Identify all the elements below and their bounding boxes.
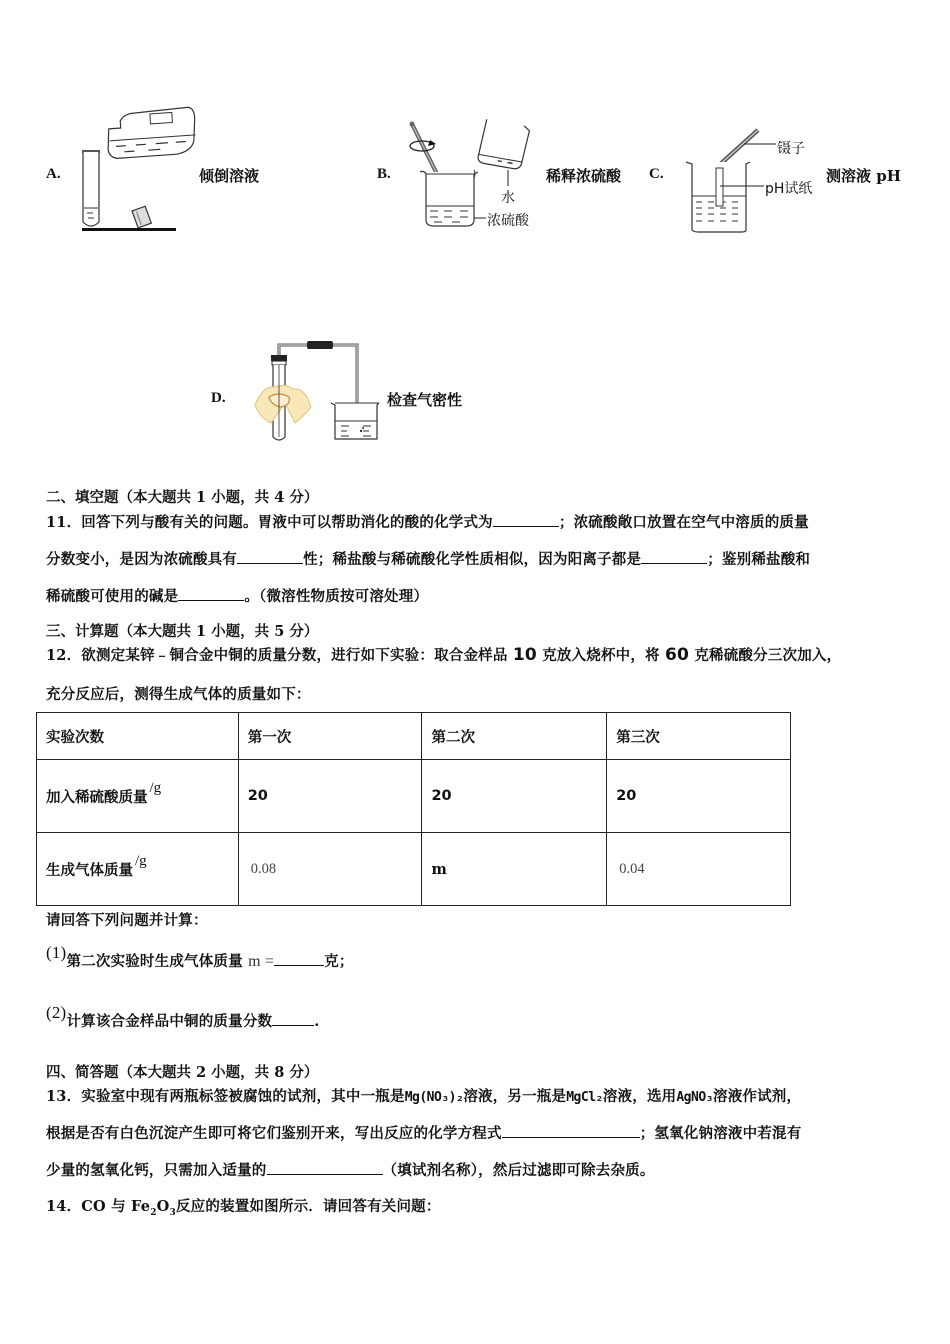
q14-text: 反应的装置如图所示．请回答有关问题： [175, 1198, 441, 1215]
table-cell: 20 [422, 760, 607, 833]
option-d-letter: D. [211, 390, 226, 406]
q12-text: 克稀硫酸分三次加入， [694, 647, 842, 664]
row-label: 加入稀硫酸质量 [46, 788, 148, 806]
option-b-letter: B. [377, 166, 391, 182]
q13-blank-2[interactable] [267, 1161, 383, 1175]
subscript: 2 [150, 1207, 157, 1218]
q12-line-1 [46, 644, 841, 665]
table-header-row [37, 713, 791, 760]
sub-question-end: . [314, 1013, 320, 1030]
q11-line-3 [46, 585, 428, 606]
q12-line-2: 充分反应后，测得生成气体的质量如下： [46, 686, 311, 703]
sub-question-text: 计算该合金样品中铜的质量分数 [66, 1013, 273, 1030]
q13-text: ；氢氧化钠溶液中若混有 [639, 1125, 802, 1142]
table-header-cell: 第三次 [607, 713, 791, 760]
q13-line-2 [46, 1122, 801, 1143]
q12-blank-1[interactable] [274, 952, 324, 966]
row-label: 生成气体质量 [46, 861, 133, 879]
sub-question-number: (2) [46, 1003, 67, 1022]
table-header-cell: 实验次数 [37, 713, 239, 760]
q14-text: O [156, 1198, 170, 1215]
q11-text: 。（微溶性物质按可溶处理） [244, 588, 429, 605]
q13-text: 13．实验室中现有两瓶标签被腐蚀的试剂，其中一瓶是 [46, 1088, 405, 1105]
option-c-letter: C. [649, 166, 664, 182]
q11-text: 稀硫酸可使用的碱是 [46, 588, 179, 605]
option-d-caption: 检查气密性 [387, 391, 463, 409]
q14-line [46, 1195, 441, 1218]
experiment-data-table [36, 712, 791, 906]
table-cell: m [422, 833, 607, 906]
q11-text: ；鉴别稀盐酸和 [707, 551, 811, 568]
section-2-title: 二、填空题（本大题共 1 小题，共 4 分） [46, 489, 319, 506]
q13-line-3 [46, 1159, 655, 1180]
q11-text: 分数变小，是因为浓硫酸具有 [46, 551, 238, 568]
q11-text: 性；稀盐酸与稀硫酸化学性质相似，因为阳离子都是 [303, 551, 642, 568]
sub-question-text: 第二次实验时生成气体质量 [66, 953, 243, 970]
q11-blank-3[interactable] [641, 550, 707, 564]
q13-text: 溶液，另一瓶是 [463, 1088, 567, 1105]
formula-mg-nitrate: Mg(NO₃)₂ [404, 1090, 464, 1105]
q12-sub-1 [46, 943, 354, 971]
table-cell: 0.04 [607, 833, 791, 906]
q11-blank-1[interactable] [493, 513, 559, 527]
q13-text: 溶液，选用 [602, 1088, 677, 1105]
q12-text: 12．欲测定某锌﹣铜合金中铜的质量分数，进行如下实验：取合金样品 [46, 647, 508, 664]
q11-text: 11．回答下列与酸有关的问题。胃液中可以帮助消化的酸的化学式为 [46, 514, 493, 531]
q13-text: （填试剂名称），然后过滤即可除去杂质。 [382, 1162, 655, 1179]
water-label: 水 [501, 190, 515, 206]
concentrated-acid-label: 浓硫酸 [487, 213, 529, 229]
option-c-caption: 测溶液 pH [826, 167, 901, 185]
table-cell: 20 [238, 760, 422, 833]
q11-text: ；浓硫酸敞口放置在空气中溶质的质量 [558, 514, 809, 531]
q12-sub-2 [46, 1003, 320, 1031]
pouring-solution-figure [75, 106, 200, 232]
q12-text: 克放入烧杯中，将 [542, 647, 660, 664]
q12-blank-2[interactable] [272, 1012, 314, 1026]
q11-line-2 [46, 548, 810, 569]
formula-mg-chloride: MgCl₂ [566, 1090, 603, 1105]
table-row [37, 760, 791, 833]
q11-line-1 [46, 511, 809, 532]
sub-question-end: 克； [324, 953, 354, 970]
variable-m: m = [248, 953, 275, 970]
tweezers-label: 镊子 [777, 141, 805, 157]
q13-text: 溶液作试剂， [713, 1088, 802, 1105]
row-label-cell [37, 760, 239, 833]
q13-text: 根据是否有白色沉淀产生即可将它们鉴别开来，写出反应的化学方程式 [46, 1125, 502, 1142]
unit-label: /g [135, 852, 147, 869]
sample-mass-value: 10 [512, 645, 537, 665]
formula-ag-nitrate: AgNO₃ [676, 1090, 713, 1105]
airtightness-check-figure [245, 335, 385, 443]
table-cell: 0.08 [238, 833, 422, 906]
section-4-title: 四、简答题（本大题共 2 小题，共 8 分） [46, 1064, 319, 1081]
q12-prompt: 请回答下列问题并计算： [46, 912, 208, 929]
q14-text: 14．CO 与 Fe [46, 1198, 151, 1215]
subscript: 3 [169, 1207, 176, 1218]
ph-paper-label: pH试纸 [765, 181, 813, 197]
table-cell: 20 [607, 760, 791, 833]
table-header-cell: 第一次 [238, 713, 422, 760]
q13-blank-1[interactable] [502, 1124, 640, 1138]
unit-label: /g [149, 779, 162, 796]
table-header-cell: 第二次 [422, 713, 607, 760]
q13-text: 少量的氢氧化钙，只需加入适量的 [46, 1162, 267, 1179]
section-3-title: 三、计算题（本大题共 1 小题，共 5 分） [46, 623, 319, 640]
acid-mass-value: 60 [665, 645, 690, 665]
option-a-letter: A. [46, 166, 61, 182]
option-a-caption: 倾倒溶液 [199, 167, 260, 185]
q11-blank-4[interactable] [178, 587, 244, 601]
q11-blank-2[interactable] [237, 550, 303, 564]
row-label-cell [37, 833, 239, 906]
table-row [37, 833, 791, 906]
q13-line-1 [46, 1085, 801, 1106]
sub-question-number: (1) [46, 943, 67, 962]
option-b-caption: 稀释浓硫酸 [546, 167, 622, 185]
